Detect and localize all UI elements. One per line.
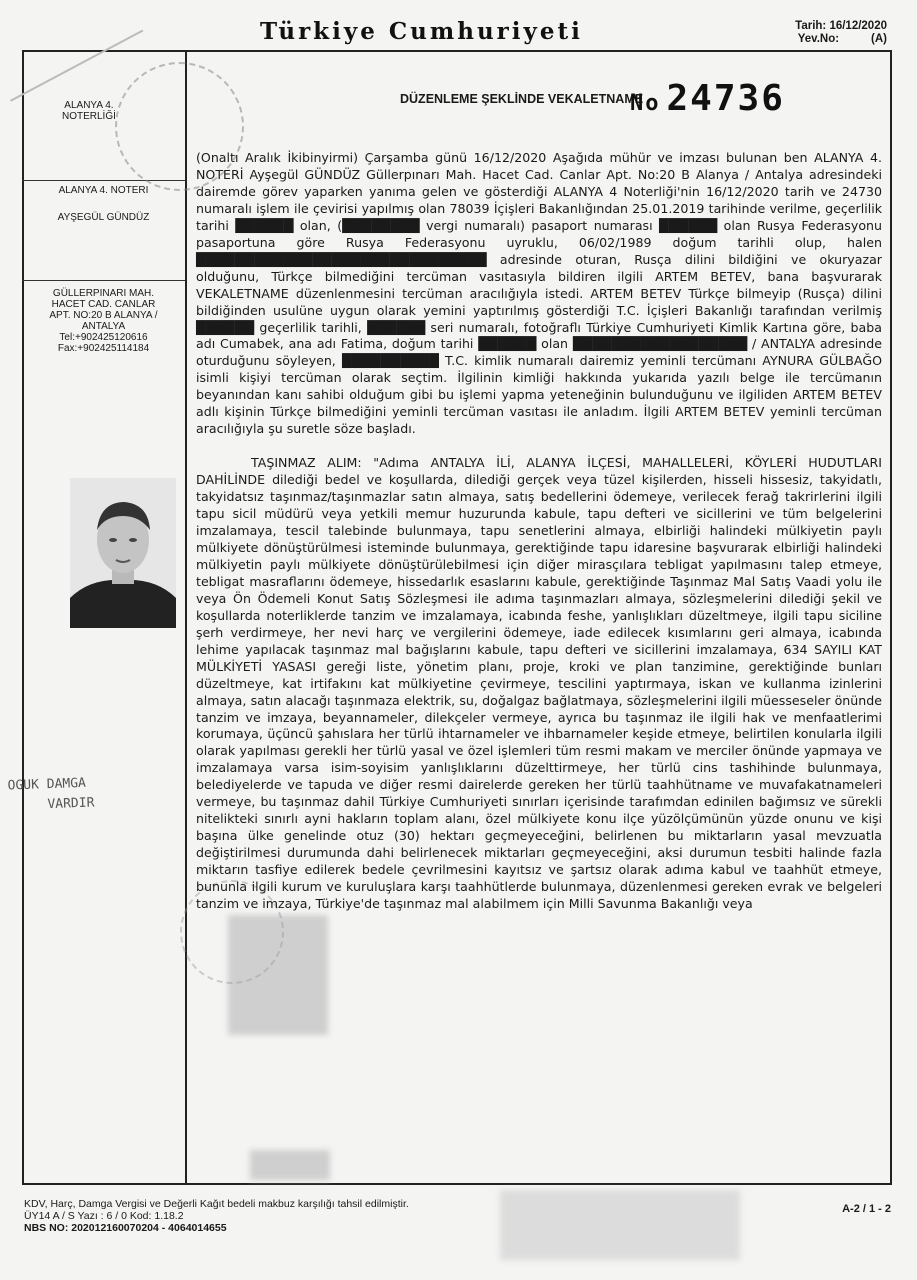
office-mid-1: ALANYA 4. NOTERI <box>58 185 149 196</box>
id-photo <box>70 478 176 628</box>
serial-prefix: No <box>630 91 661 116</box>
paragraph-property: TAŞINMAZ ALIM: "Adıma ANTALYA İLİ, ALANYA İLÇESİ, MAHALLELERİ, KÖYLERİ HUDUTLARI DAHİLİNDE dilediği bedel ve koşullarda, dilediği gerçek veya tüzel kişilerden, hisseli hissesiz, takyidatlı, takyidatsız taşınmaz/taşınmazlar satın almaya, satış bedellerini ödemeye, verilecek ferağ takrirlerini ilgili tapu sicil müdürü veya yetkili memur huzurunda kabule, tapu defteri ve sicillerini ve tüm belgelerini imzalamaya, tescil talebinde bulunmaya, tapu senetlerini almaya, elbirliği halindeki mülkiyetin paylı mülkiyete dönüştürülmesi isteminde bulunmaya, gerektiğinde tapu idaresine başvurarak elbirliği halindeki mülkiyetin paylı mülkiyete dönüştürülebilmesi için diğer mirasçılara tebligat yapılmasını talep etmeye, tebligat masraflarını ödemeye, hissedarlık esaslarını kabule, gerektiğinde Taşınmaz Mal Satış Vaadi yolu ile veya Ön Ödemeli Konut Satış Sözleşmesi ile adıma taşınmazları almaya, sözleşmelerini dilediği şekil ve koşullarda noterliklerde tanzim ve imzalamaya, icabında feshe, yanlışlıkları düzeltmeye, ilgili tapu siciline şerh verdirmeye, her nevi harç ve vergilerini ödemeye, iade edilecek kısımlarını geri almaya, icabında lehime yapılacak taşınmaz mal bağışlarını kabule, tapu defteri ve sicillerini imzalamaya, 634 SAYILI KAT MÜLKİYETİ YASASI gereği liste, yönetim planı, proje, kroki ve plan tanzimine, gerektiğinde bunları düzeltmeye, kat irtifakını kat mülkiyetine çevirmeye, tescilini yaptırmaya, iskan ve kullanma izinlerini almaya, satın alacağı taşınmaza elektrik, su, doğalgaz bağlatmaya, sözleşmelerini ilgili müesseseler önünde tanzim ve imzaya, beyannameler, dilekçeler vermeye, ayrıca bu taşınmaz ile ilgili hak ve menfaatlerimi korumaya, üçüncü şahıslara her türlü ihtarnameler ve ihbarnameler keşide etmeye, belirtilen konularla ilgili olarak yapılması gerekli her türlü yasal ve özel işlemleri tüm resmi makam ve merciler önünde yapmaya ve imzalamaya varsa isim-soyisim yanlışlıklarını düzelttirmeye, her türlü cins tashihinde bulunmaya, belediyelerde ve tapuda ve diğer resmi dairelerde gereken her türlü taahhütname ve muvafakatnameleri vermeye, bu taşınmaz dahil Türkiye Cumhuriyeti sınırları içerisinde tarafımdan edinilen bağımsız ve sürekli nitelikteki sınırlı ayni hakların toplam alanı, özel mülkiyete konu ilçe yüzölçümünün yüzde onunu ve kişi başına ülke genelinde otuz (30) hektarı geçmeyeceğini, belirlenen bu miktarların yasal mevzuatla değiştirilmesi durumunda dahi belirlenecek miktarları geçmeyeceğini, aksi durumun tesbiti halinde fazla miktarın tasfiye edilerek bedele çevrilmesini kayıtsız ve şartsız olarak adıma kabul ve taahhüt etmeye, bununla ilgili kurum ve kuruluşlara karşı taahhütlerde bulunmaya, düzenlenmesi gereken evrak ve belgeleri tanzim ve imzaya, Türkiye'de taşınmaz mal alabilmem için Milli Savunma Bakanlığı veya <box>196 455 882 911</box>
header-meta <box>795 20 887 46</box>
document-title: DÜZENLEME ŞEKLİNDE VEKALETNAME <box>400 92 644 106</box>
header-yev-no: Yev.No: (A) <box>797 33 887 45</box>
office-box-address <box>22 280 185 380</box>
person-portrait <box>70 478 176 628</box>
office-box-mid <box>22 180 185 281</box>
footer-line-1: KDV, Harç, Damga Vergisi ve Değerli Kağıt bedeli makbuz karşılığı tahsil edilmiştir. <box>24 1198 409 1210</box>
footer-line-3: NBS NO: 202012160070204 - 4064014655 <box>24 1222 227 1234</box>
office-top-label: ALANYA 4. NOTERLİĞİ <box>62 100 116 122</box>
office-mid-2: AYŞEGÜL GÜNDÜZ <box>57 212 150 223</box>
stamp-note: OGUK DAMGA VARDIR <box>7 775 95 814</box>
serial-value: 24736 <box>666 78 785 119</box>
paragraph-intro: (Onaltı Aralık İkibinyirmi) Çarşamba günü 16/12/2020 Aşağıda mühür ve imzası bulunan ben ALANYA 4. NOTERİ Ayşegül GÜNDÜZ Güllerpınarı Mah. Hacet Cad. Canlar Apt. No:20 B Alanya / Antalya adresindeki dairemde görev yaparken yanıma gelen ve gösterdiği ALANYA 4 Noterliği'nin 16/12/2020 tarih ve 24730 numaralı işlem ile çevirisi yapılmış olan 78039 İçişleri Bakanlığından 25.01.2019 tarihinde verilme, geçerlilik tarihi ██████ olan, (████████ vergi numaralı) pasaport numarası ██████ olan Rusya Federasyonu pasaportuna göre Rusya Federasyonu uyruklu, 06/02/1989 doğum tarihli olup, halen ██████████████████████████████ adresinde oturan, Rusça dilini bildiğini ve okuryazar olduğunu, Türkçe bilmediğini tercüman vasıtasıyla bildiren ilgili ARTEM BETEV, bana başvurarak VEKALETNAME düzenlenmesini tercüman aracılığıyla istedi. ARTEM BETEV Türkçe bilmeyip (Rusça) dilini bildiğinden usulüne uygun olarak yemini yaptırılmış gösterdiği T.C. İçişleri Bakanlığı tarafından verilmiş ██████ geçerlilik tarihli, ██████ seri numaralı, fotoğraflı Türkiye Cumhuriyeti Kimlik Kartına göre, baba adı Cumabek, ana adı Fatima, doğum tarihi ██████ olan ██████████████████ / ANTALYA adresinde oturduğunu söyleyen, ██████████ T.C. kimlik numaralı dairemiz yeminli tercümanı AYNURA GÜLBAĞO isimli kişiyi tercüman olarak seçtim. İlgilinin kimliği hakkında yukarıda yazılı belge ile tercümanın beyanından kanı sahibi olduğum gibi bu işlemi yapma yeteneğinin bulunduğunu ve ilgiliden ARTEM BETEV adlı kişinin Türkçe bilmediğini yeminli tercüman vasıtası ile anladım. İlgili ARTEM BETEV yeminli tercüman aracılığıyla şu suretle söze başladı. <box>196 150 882 437</box>
footer <box>24 1198 409 1234</box>
header-title: Türkiye Cumhuriyeti <box>260 18 583 45</box>
header-date: Tarih: 16/12/2020 <box>795 20 887 32</box>
footer-line-2: ÜY14 A / S Yazı : 6 / 0 Kod: 1.18.2 <box>24 1210 184 1222</box>
redacted-signature <box>250 1150 330 1180</box>
redacted-footer <box>500 1190 740 1260</box>
document-body <box>196 150 882 913</box>
office-address: GÜLLERPINARI MAH. HACET CAD. CANLAR APT. NO:20 B ALANYA / ANTALYA Tel:+902425120616 Fax:+902425114184 <box>49 288 158 354</box>
serial-number <box>630 78 785 119</box>
page-number: A-2 / 1 - 2 <box>842 1203 891 1215</box>
